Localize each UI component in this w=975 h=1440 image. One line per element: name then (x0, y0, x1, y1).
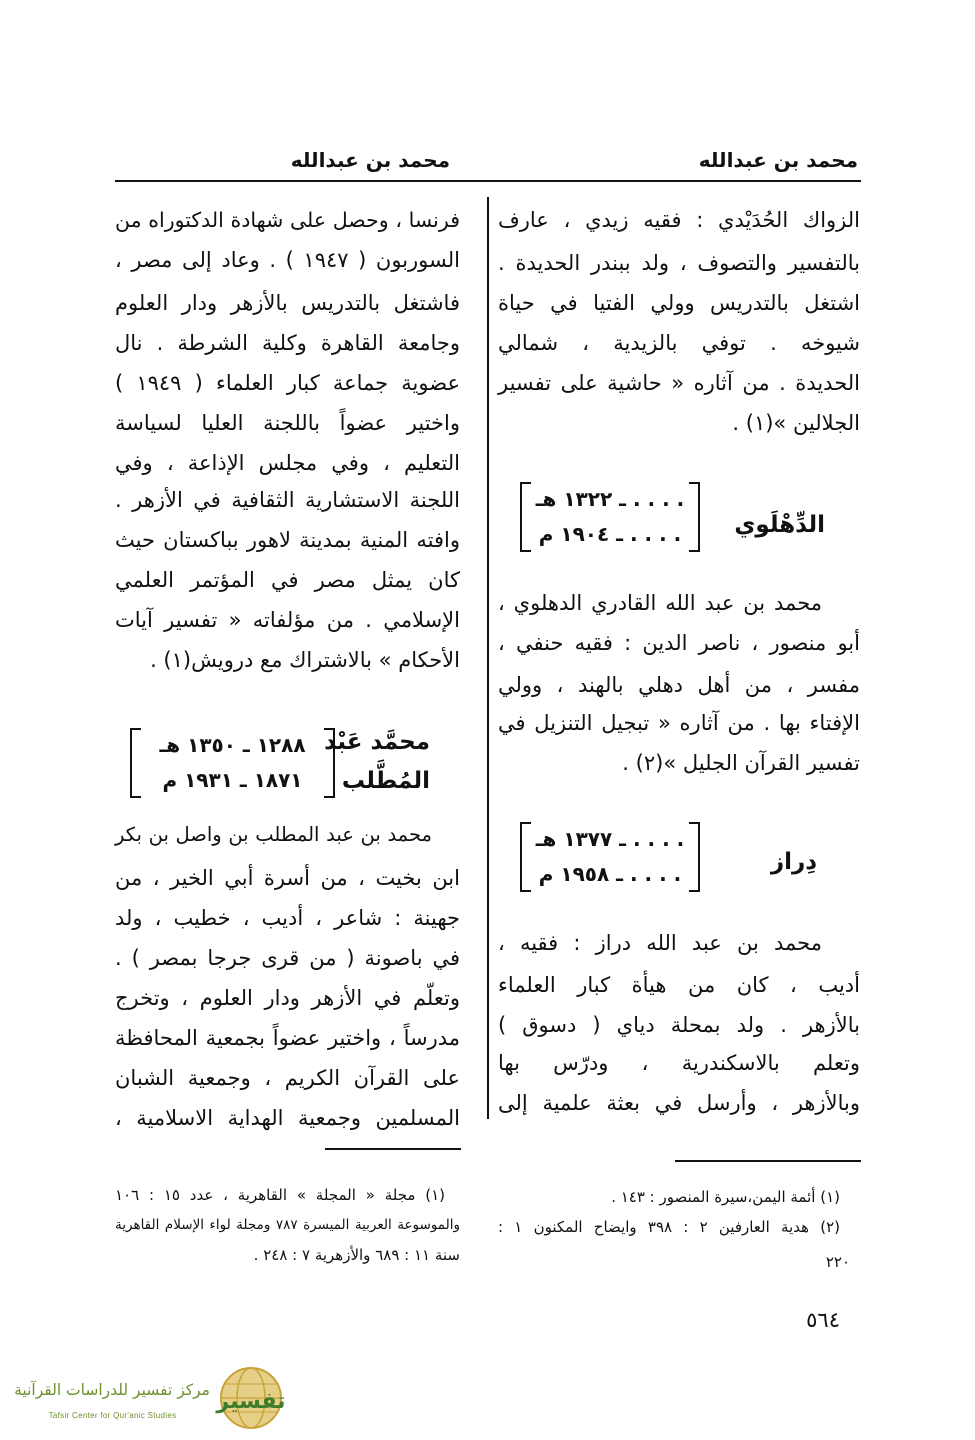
left-bracket (520, 822, 531, 892)
gregorian-date: ١٨٧١ ـ ١٩٣١ م (162, 768, 303, 792)
footnote-continuation: والموسوعة العربية الميسرة ٧٨٧ ومجلة لواء الإسلام القاهرية (115, 1217, 460, 1233)
text-line: التعليم ، وفي مجلس الإذاعة ، وفي (115, 451, 460, 475)
footnote-rule-right (675, 1160, 861, 1162)
running-header-right: محمد بن عبدالله (698, 148, 858, 172)
right-bracket (689, 822, 700, 892)
right-bracket (689, 482, 700, 552)
text-line: وافته المنية بمدينة لاهور بباكستان حيث (115, 528, 460, 552)
text-line: عضوية جماعة كبار العلماء ( ١٩٤٩ ) (115, 371, 460, 395)
text-line: بالأزهر . ولد بمحلة دياي ( دسوق ) (498, 1013, 860, 1037)
logo-emblem-text: تفسير (216, 1389, 286, 1414)
text-line: على القرآن الكريم ، وجمعية الشبان (115, 1066, 460, 1090)
entry-name-line-1: محمَّد عَبْد (324, 729, 430, 755)
gregorian-date: . . . . ـ ١٩٥٨ م (538, 862, 682, 886)
running-header-left: محمد بن عبدالله (290, 148, 450, 172)
right-bracket (324, 728, 335, 798)
footnote-continuation: سنة ١١ : ٦٨٩ والأزهرية ٧ : ٢٤٨ . (253, 1246, 460, 1264)
date-bracket (520, 822, 700, 892)
text-line: ابن بخيت ، من أسرة أبي الخير ، من (115, 866, 460, 890)
text-line: وتعلم بالاسكندرية ، ودرّس بها (498, 1051, 860, 1075)
text-line: المسلمين وجمعية الهداية الاسلامية ، (115, 1106, 460, 1130)
text-line: جهينة : شاعر ، أديب ، خطيب ، ولد (115, 906, 460, 930)
text-line: كان يمثل مصر في المؤتمر العلمي (115, 568, 460, 592)
text-line: تفسير القرآن الجليل »(٢) . (622, 751, 860, 775)
text-line: أديب ، كان من هيأة كبار العلماء (498, 973, 860, 997)
text-line: الإفتاء بها . من آثاره « تبجيل التنزيل في (498, 711, 860, 735)
text-line: محمد بن عبد الله دراز : فقيه ، (498, 931, 822, 955)
text-line: الحديدة . من آثاره « حاشية على تفسير (498, 371, 860, 395)
hijri-date: . . . . ـ ١٣٧٧ هـ (535, 827, 685, 851)
text-line: فرنسا ، وحصل على شهادة الدكتوراه من (115, 208, 460, 232)
text-line: في باصونة ( من قرى جرجا بمصر ) . (115, 946, 460, 970)
text-line: الأحكام » بالاشتراك مع درويش(١) . (150, 648, 460, 672)
entry-name-daraz: دِراز (770, 849, 817, 875)
gregorian-date: . . . . ـ ١٩٠٤ م (538, 522, 682, 546)
column-divider (487, 197, 489, 1119)
footnote: (٢) هدية العارفين ٢ : ٣٩٨ وايضاح المكنون ١ : (498, 1218, 841, 1236)
text-line: اشتغل بالتدريس وولي الفتيا في حياة (498, 291, 860, 315)
text-line: مفسر ، من أهل دهلي بالهند ، وولي (498, 673, 860, 697)
text-line: فاشتغل بالتدريس بالأزهر ودار العلوم (115, 291, 460, 315)
text-line: وجامعة القاهرة وكلية الشرطة . نال (115, 331, 460, 355)
text-line: اللجنة الاستشارية الثقافية في الأزهر . (115, 488, 460, 512)
page-number: ٥٦٤ (806, 1308, 840, 1332)
entry-name-dehlawi: الدِّهْلَوي (734, 512, 825, 538)
footnote-rule-left (325, 1148, 461, 1150)
date-bracket (130, 728, 335, 798)
hijri-date: ١٢٨٨ ـ ١٣٥٠ هـ (159, 733, 306, 757)
text-line: وبالأزهر ، وأرسل في بعثة علمية إلى (498, 1091, 860, 1115)
header-rule (115, 180, 861, 182)
text-line: الجلالين »(١) . (732, 411, 860, 435)
footnote: (١) أئمة اليمن،سيرة المنصور : ١٤٣ . (611, 1188, 840, 1206)
footnote: (١) مجلة « المجلة » القاهرية ، عدد ١٥ : ١٠٦ (115, 1186, 445, 1204)
left-bracket (130, 728, 141, 798)
text-line: الزواك الحُدَيْدي : فقيه زيدي ، عارف (498, 208, 860, 232)
date-bracket (520, 482, 700, 552)
text-line: وتعلّم في الأزهر ودار العلوم ، وتخرج (115, 986, 460, 1010)
entry-name-line-2: المُطَّلب (341, 768, 430, 794)
text-line: الإسلامي . من مؤلفاته « تفسير آيات (115, 608, 460, 632)
text-line: محمد بن عبد الله القادري الدهلوي ، (498, 591, 822, 615)
text-line: واختير عضواً باللجنة العليا لسياسة (115, 411, 460, 435)
left-bracket (520, 482, 531, 552)
text-line: مدرساً ، واختير عضواً بجمعية المحافظة (115, 1026, 460, 1050)
logo-english-name: Tafsir Center for Qur'anic Studies (48, 1411, 177, 1420)
hijri-date: . . . . ـ ١٣٢٢ هـ (535, 487, 685, 511)
text-line: السوربون ( ١٩٤٧ ) . وعاد إلى مصر ، (115, 248, 460, 272)
text-line: بالتفسير والتصوف ، ولد ببندر الحديدة . (498, 251, 860, 275)
globe-emblem-icon (208, 1362, 294, 1434)
logo-arabic-name: مركز تفسير للدراسات القرآنية (14, 1381, 210, 1399)
text-line: محمد بن عبد المطلب بن واصل بن بكر (115, 823, 432, 846)
text-line: شيوخه . توفي بالزيدية ، شمالي (498, 331, 860, 355)
text-line: أبو منصور ، ناصر الدين : فقيه حنفي ، (498, 631, 860, 655)
footnote-continuation: ٢٢٠ (825, 1253, 850, 1271)
